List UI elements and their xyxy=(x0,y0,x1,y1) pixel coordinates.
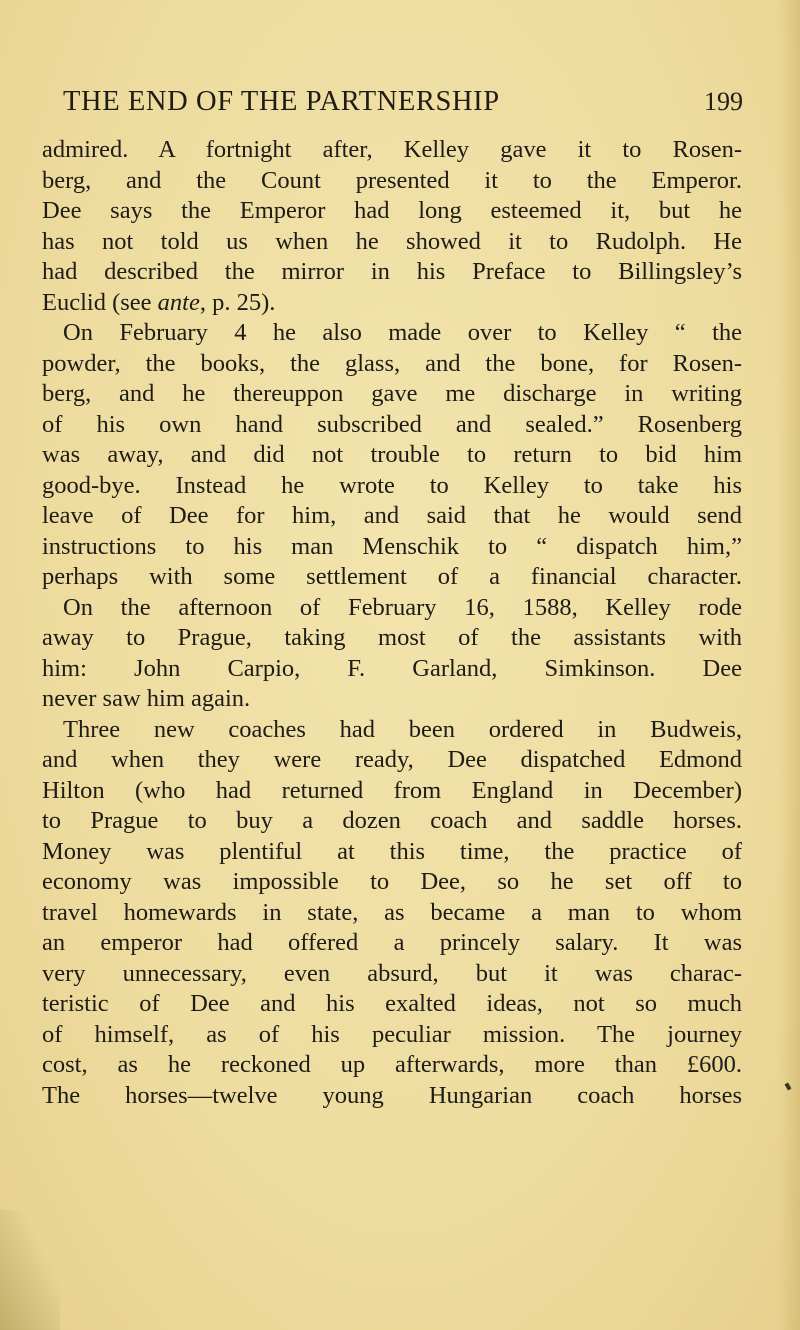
text-line: and when they were ready, Dee dispatched Edmond xyxy=(42,746,742,773)
text-line: him: John Carpio, F. Garland, Simkinson. Dee xyxy=(42,654,742,682)
text-line: On February 4 he also made over to Kelley “ the xyxy=(63,319,742,346)
page-edge-shadow xyxy=(778,0,800,1330)
running-head xyxy=(63,86,743,122)
text-line: very unnecessary, even absurd, but it was charac- xyxy=(42,959,742,987)
text-line: had described the mirror in his Preface to Billingsley’s xyxy=(42,258,742,285)
page-number: 199 xyxy=(704,87,743,116)
text-line: of his own hand subscribed and sealed.” Rosenberg xyxy=(42,410,742,438)
italic-word: ante xyxy=(157,288,200,316)
text-line: has not told us when he showed it to Rudolph. He xyxy=(42,227,742,255)
text-line: economy was impossible to Dee, so he set off to xyxy=(42,868,742,895)
text-line: Money was plentiful at this time, the practice of xyxy=(42,837,742,865)
text-line: an emperor had offered a princely salary. It was xyxy=(42,929,742,956)
text-line: never saw him again. xyxy=(42,685,251,712)
text-line: Hilton (who had returned from England in December) xyxy=(42,776,742,804)
text-line: instructions to his man Menschik to “ dispatch him,” xyxy=(42,532,742,560)
text-line: to Prague to buy a dozen coach and saddle horses. xyxy=(42,807,742,834)
text-line: leave of Dee for him, and said that he would send xyxy=(42,502,742,529)
text-line: Dee says the Emperor had long esteemed it, but he xyxy=(42,197,742,224)
text-line: powder, the books, the glass, and the bone, for Rosen- xyxy=(42,349,742,377)
text-line: of himself, as of his peculiar mission. The journey xyxy=(42,1020,742,1048)
text-line: travel homewards in state, as became a man to whom xyxy=(42,898,742,926)
text-line: Three new coaches had been ordered in Budweis, xyxy=(63,715,742,743)
page-corner-shadow xyxy=(0,1210,60,1330)
text-line: berg, and he thereuppon gave me discharge in writing xyxy=(42,380,742,407)
text-line: Euclid (see ante, p. 25). xyxy=(42,288,276,316)
text-line: good-bye. Instead he wrote to Kelley to take his xyxy=(42,471,742,499)
text-line: berg, and the Count presented it to the Emperor. xyxy=(42,166,742,194)
text-line: was away, and did not trouble to return to bid him xyxy=(42,441,742,468)
running-title: THE END OF THE PARTNERSHIP xyxy=(63,86,500,117)
text-line: teristic of Dee and his exalted ideas, not so much xyxy=(42,990,742,1017)
text-line: perhaps with some settlement of a financial character. xyxy=(42,563,742,590)
text-line: The horses—twelve young Hungarian coach horses xyxy=(42,1081,742,1109)
text-line: cost, as he reckoned up afterwards, more than £600. xyxy=(42,1051,742,1078)
text-line: On the afternoon of February 16, 1588, Kelley rode xyxy=(63,593,742,621)
text-line: admired. A fortnight after, Kelley gave it to Rosen- xyxy=(42,136,742,163)
text-line: away to Prague, taking most of the assistants with xyxy=(42,624,742,651)
